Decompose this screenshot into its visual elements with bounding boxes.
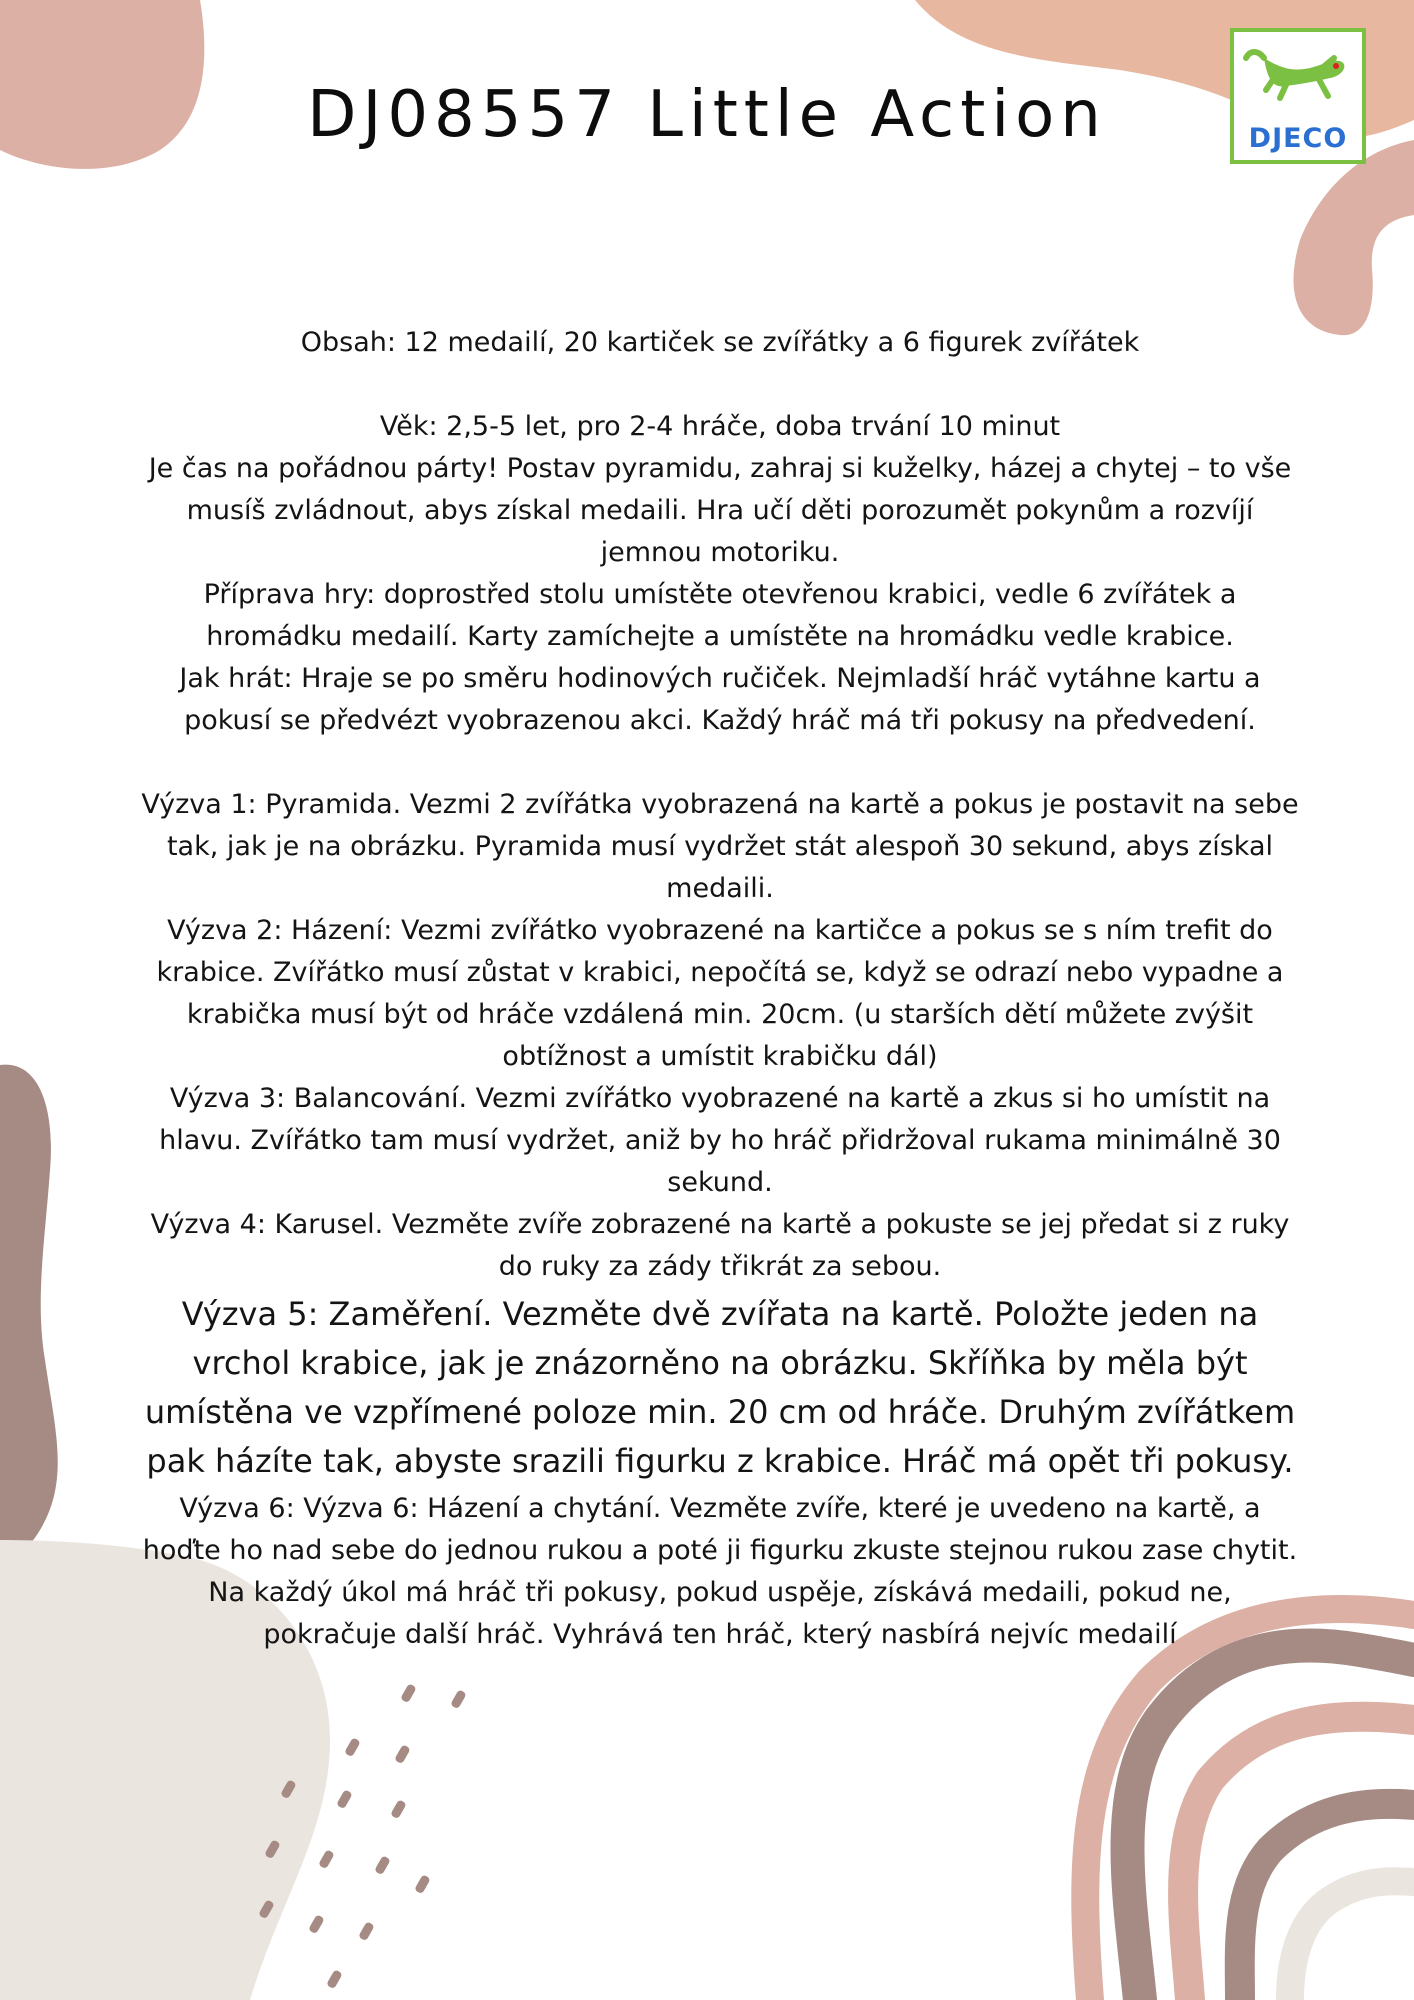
challenge-3: Výzva 3: Balancování. Vezmi zvířátko vyobrazené na kartě a zkus si ho umístit na hlavu. Zvířátko tam musí vydržet, aniž by ho hráč přidržoval rukama minimálně 30 sekund. (159, 1083, 1281, 1198)
logo-text: DJECO (1248, 123, 1348, 154)
contents-line: Obsah: 12 medailí, 20 kartiček se zvířátky a 6 figurek zvířátek (300, 327, 1140, 358)
challenge-4: Výzva 4: Karusel. Vezměte zvíře zobrazené na kartě a pokuste se jej předat si z ruky do ruky za zády třikrát za sebou. (150, 1209, 1290, 1282)
djeco-logo (1230, 28, 1366, 164)
blob-right-arc (1293, 140, 1414, 335)
intro-paragraph: Je čas na pořádnou párty! Postav pyramidu, zahraj si kuželky, házej a chytej – to vše musíš zvládnout, abys získal medaili. Hra učí děti porozumět pokynům a rozvíjí jemnou motoriku. (148, 453, 1292, 568)
page-title: DJ08557 Little Action (307, 78, 1107, 152)
challenge-1: Výzva 1: Pyramida. Vezmi 2 zvířátka vyobrazená na kartě a pokus je postavit na sebe tak, jak je na obrázku. Pyramida musí vydržet stát alespoň 30 sekund, abys získal medaili. (141, 789, 1299, 904)
instructions (140, 322, 1300, 1656)
age-line: Věk: 2,5-5 let, pro 2-4 hráče, doba trvání 10 minut (379, 411, 1061, 442)
closing-paragraph: Na každý úkol má hráč tři pokusy, pokud uspěje, získává medaili, pokud ne, pokračuje další hráč. Vyhrává ten hráč, který nasbírá nejvíc medailí (208, 1577, 1232, 1650)
wave-stripes (1085, 1609, 1414, 2000)
challenge-2: Výzva 2: Házení: Vezmi zvířátko vyobrazené na kartičce a pokus se s ním trefit do krabice. Zvířátko musí zůstat v krabici, nepočítá se, když se odrazí nebo vypadne a krabička musí být od hráče vzdálená min. 20cm. (u starších dětí můžete zvýšit obtížnost a umístit krabičku dál) (156, 915, 1284, 1072)
challenge-6: Výzva 6: Výzva 6: Házení a chytání. Vezměte zvíře, které je uvedeno na kartě, a hoďte ho nad sebe do jednou rukou a poté ji figurku zkuste stejnou rukou zase chytit. (142, 1493, 1298, 1566)
howto-paragraph: Jak hrát: Hraje se po směru hodinových ručiček. Nejmladší hráč vytáhne kartu a pokusí se předvézt vyobrazenou akci. Každý hráč má tři pokusy na předvedení. (179, 663, 1261, 736)
challenge-5: Výzva 5: Zaměření. Vezměte dvě zvířata na kartě. Položte jeden na vrchol krabice, jak je znázorněno na obrázku. Skříňka by měla být umístěna ve vzpřímené poloze min. 20 cm od hráče. Druhým zvířátkem pak házíte tak, abyste srazili figurku z krabice. Hráč má opět tři pokusy. (144, 1295, 1296, 1480)
setup-paragraph: Příprava hry: doprostřed stolu umístěte otevřenou krabici, vedle 6 zvířátek a hromádku medailí. Karty zamíchejte a umístěte na hromádku vedle krabice. (203, 579, 1237, 652)
blob-left-mauve (0, 1065, 58, 1560)
